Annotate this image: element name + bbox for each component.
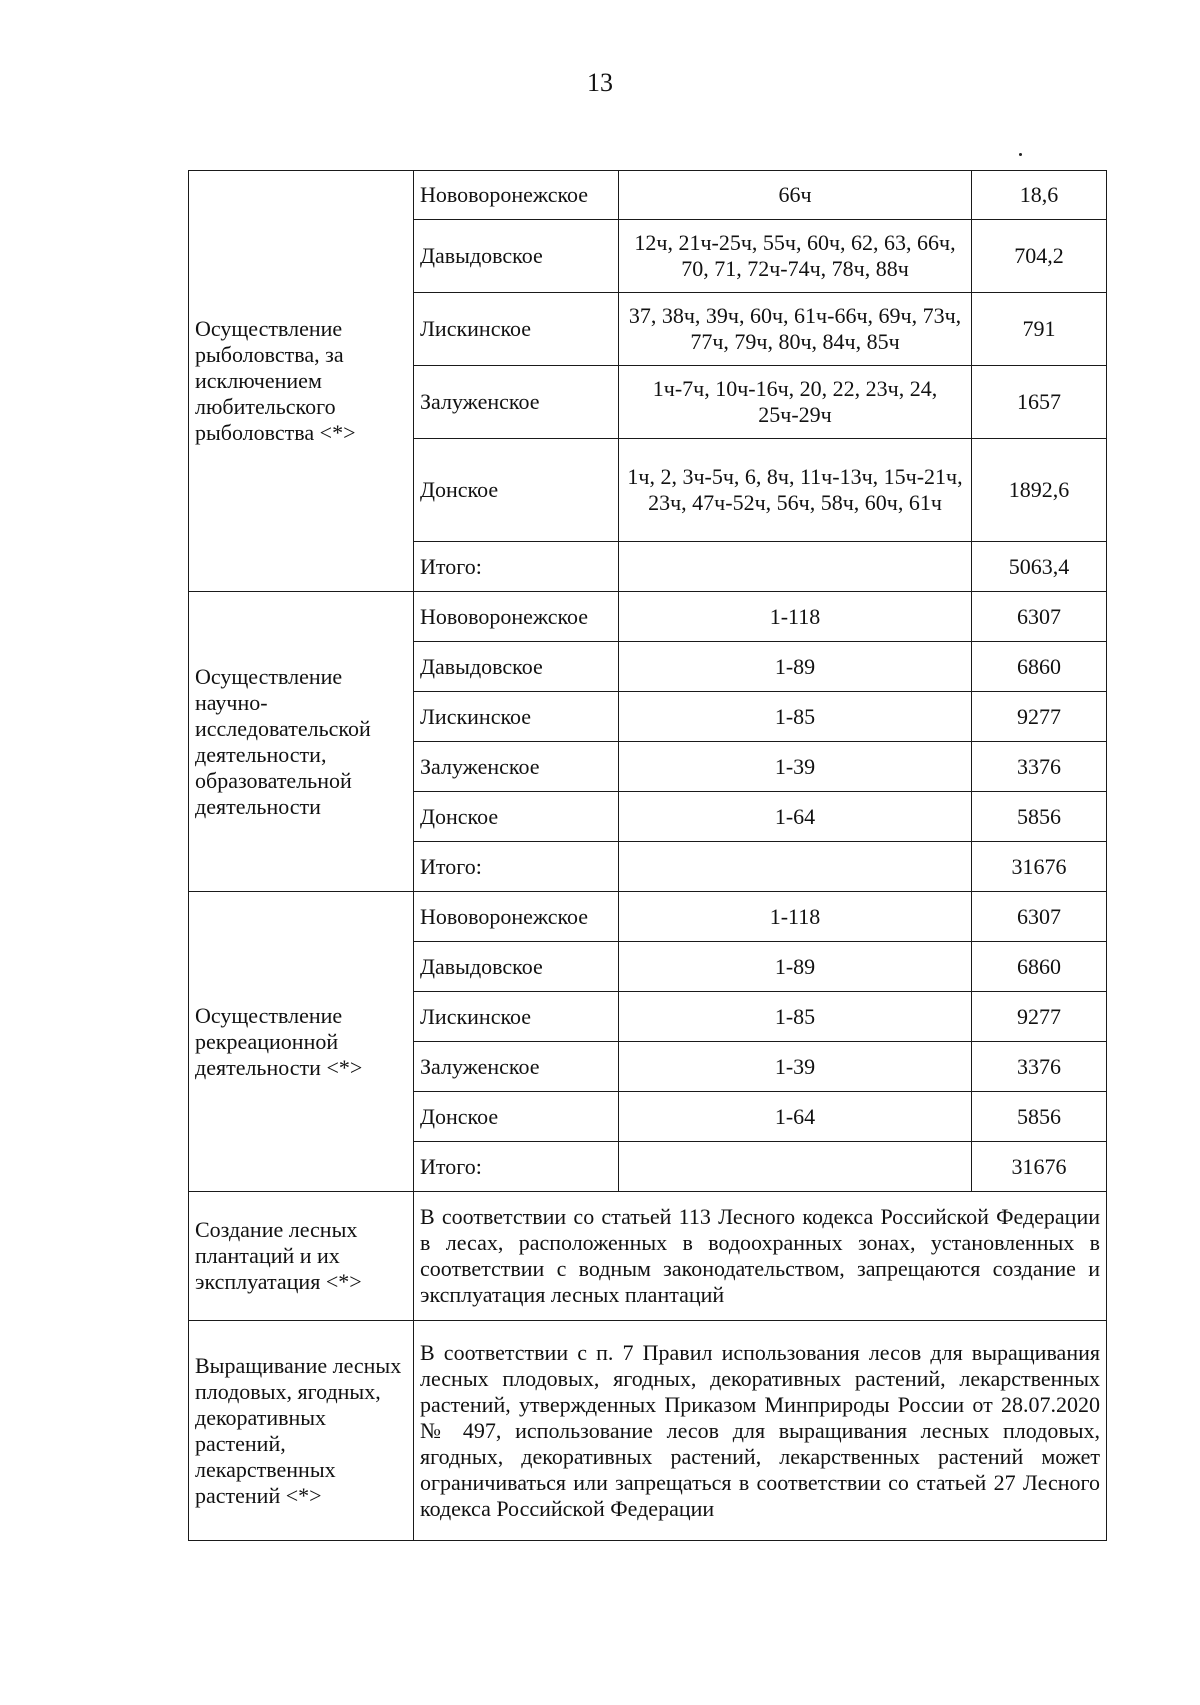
empty-cell: [619, 1142, 972, 1192]
quarters-cell: 1-89: [619, 642, 972, 692]
activity-cell: Создание лесных плантаций и их эксплуатация <*>: [189, 1192, 414, 1321]
quarters-cell: 37, 38ч, 39ч, 60ч, 61ч-66ч, 69ч, 73ч, 77ч, 79ч, 80ч, 84ч, 85ч: [619, 293, 972, 366]
scan-speck: [1019, 153, 1022, 156]
area-cell: 704,2: [972, 220, 1107, 293]
area-cell: 6860: [972, 942, 1107, 992]
note-text: В соответствии с п. 7 Правил использования лесов для выращивания лесных плодовых, ягодных, декоративных растений, лекарственных растений, утвержденных Приказом Минприроды России от 28.07.2020 № 497, использование лесов для выращивания лесных плодовых, ягодных, декоративных растений, лекарственных растений может ограничиваться или запрещаться в соответствии со статьей 27 Лесного кодекса Российской Федерации: [414, 1321, 1107, 1541]
area-cell: 791: [972, 293, 1107, 366]
area-cell: 1892,6: [972, 439, 1107, 542]
activity-cell: Осуществление рекреационной деятельности <*>: [189, 892, 414, 1192]
area-cell: 6307: [972, 592, 1107, 642]
area-cell: 5856: [972, 792, 1107, 842]
note-row: [189, 1321, 1107, 1541]
forestry-cell: Донское: [414, 1092, 619, 1142]
forestry-cell: Нововоронежское: [414, 592, 619, 642]
total-area: 31676: [972, 1142, 1107, 1192]
activity-cell: Выращивание лесных плодовых, ягодных, декоративных растений, лекарственных растений <*>: [189, 1321, 414, 1541]
quarters-cell: 1-39: [619, 742, 972, 792]
area-cell: 1657: [972, 366, 1107, 439]
quarters-cell: 1-118: [619, 892, 972, 942]
area-cell: 18,6: [972, 171, 1107, 220]
forestry-cell: Лискинское: [414, 992, 619, 1042]
forestry-cell: Давыдовское: [414, 942, 619, 992]
quarters-cell: 1-89: [619, 942, 972, 992]
forestry-cell: Залуженское: [414, 742, 619, 792]
quarters-cell: 1ч-7ч, 10ч-16ч, 20, 22, 23ч, 24, 25ч-29ч: [619, 366, 972, 439]
forestry-cell: Залуженское: [414, 366, 619, 439]
area-cell: 3376: [972, 742, 1107, 792]
note-text: В соответствии со статьей 113 Лесного кодекса Российской Федерации в лесах, расположенных в водоохранных зонах, установленных в соответствии с водным законодательством, запрещаются создание и эксплуатация лесных плантаций: [414, 1192, 1107, 1321]
forestry-cell: Залуженское: [414, 1042, 619, 1092]
quarters-cell: 66ч: [619, 171, 972, 220]
forestry-cell: Нововоронежское: [414, 171, 619, 220]
area-cell: 6860: [972, 642, 1107, 692]
quarters-cell: 1-85: [619, 692, 972, 742]
quarters-cell: 1-64: [619, 1092, 972, 1142]
total-label: Итого:: [414, 1142, 619, 1192]
total-area: 5063,4: [972, 542, 1107, 592]
quarters-cell: 1ч, 2, 3ч-5ч, 6, 8ч, 11ч-13ч, 15ч-21ч, 23ч, 47ч-52ч, 56ч, 58ч, 60ч, 61ч: [619, 439, 972, 542]
total-label: Итого:: [414, 842, 619, 892]
activity-cell: Осуществление рыболовства, за исключением любительского рыболовства <*>: [189, 171, 414, 592]
page-number: 13: [587, 68, 613, 97]
empty-cell: [619, 542, 972, 592]
area-cell: 3376: [972, 1042, 1107, 1092]
forestry-cell: Давыдовское: [414, 220, 619, 293]
forestry-cell: Донское: [414, 439, 619, 542]
quarters-cell: 1-64: [619, 792, 972, 842]
note-row: [189, 1192, 1107, 1321]
total-label: Итого:: [414, 542, 619, 592]
forestry-cell: Нововоронежское: [414, 892, 619, 942]
activity-cell: Осуществление научно-исследовательской деятельности, образовательной деятельности: [189, 592, 414, 892]
empty-cell: [619, 842, 972, 892]
total-area: 31676: [972, 842, 1107, 892]
forestry-cell: Лискинское: [414, 692, 619, 742]
table-row: [189, 592, 1107, 642]
table-row: [189, 171, 1107, 220]
area-cell: 9277: [972, 992, 1107, 1042]
quarters-cell: 1-118: [619, 592, 972, 642]
area-cell: 6307: [972, 892, 1107, 942]
forestry-cell: Давыдовское: [414, 642, 619, 692]
area-cell: 9277: [972, 692, 1107, 742]
forest-use-table: [188, 170, 1107, 1541]
quarters-cell: 1-85: [619, 992, 972, 1042]
forestry-cell: Лискинское: [414, 293, 619, 366]
forestry-cell: Донское: [414, 792, 619, 842]
table-row: [189, 892, 1107, 942]
quarters-cell: 1-39: [619, 1042, 972, 1092]
quarters-cell: 12ч, 21ч-25ч, 55ч, 60ч, 62, 63, 66ч, 70, 71, 72ч-74ч, 78ч, 88ч: [619, 220, 972, 293]
area-cell: 5856: [972, 1092, 1107, 1142]
